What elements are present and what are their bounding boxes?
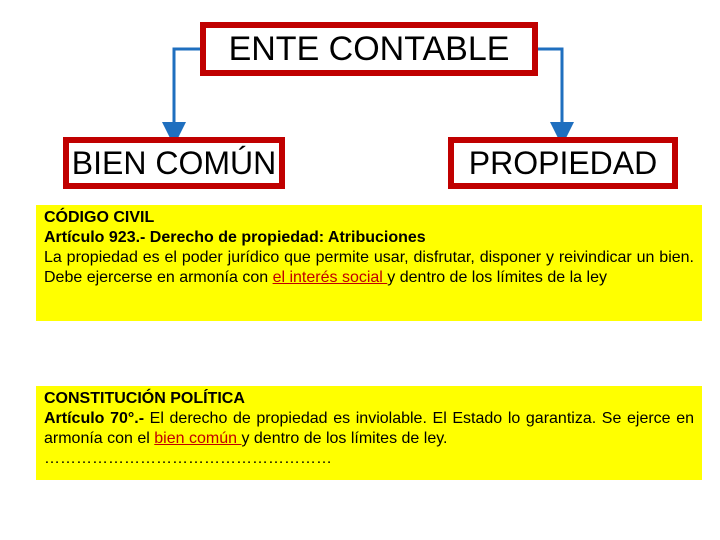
arrow-left — [174, 49, 200, 134]
constitucion-text-after: y dentro de los límites de ley. — [241, 430, 448, 447]
codigo-civil-text-before: La propiedad es el poder jurídico que permite usar, disfrutar, disponer y reivindicar un bien. Debe ejercerse en armonía con — [44, 249, 694, 286]
node-propiedad — [448, 137, 678, 189]
node-bien-comun-label: BIEN COMÚN — [71, 144, 277, 181]
constitucion-heading: CONSTITUCIÓN POLÍTICA — [44, 390, 245, 407]
constitucion-panel — [36, 386, 702, 480]
codigo-civil-text-after: y dentro de los límites de la ley — [387, 269, 607, 286]
node-bien-comun — [63, 137, 285, 189]
codigo-civil-article-title: Artículo 923.- Derecho de propiedad: Atribuciones — [44, 229, 426, 246]
node-ente-contable-label: ENTE CONTABLE — [228, 29, 510, 68]
codigo-civil-panel — [36, 205, 702, 321]
constitucion-article-text — [44, 409, 694, 449]
codigo-civil-heading: CÓDIGO CIVIL — [44, 209, 155, 226]
constitucion-ellipsis: ……………………………………………… — [44, 450, 332, 467]
arrow-right — [538, 49, 562, 134]
constitucion-article-title: Artículo 70°.- — [44, 410, 145, 427]
node-propiedad-label: PROPIEDAD — [468, 144, 658, 181]
node-ente-contable — [200, 22, 538, 76]
codigo-civil-highlight: el interés social — [272, 269, 388, 286]
constitucion-highlight: bien común — [154, 430, 242, 447]
codigo-civil-article-text — [44, 248, 694, 288]
constitucion-text-before: El derecho de propiedad es inviolable. El Estado lo garantiza. Se ejerce en armonía con el — [44, 410, 695, 447]
